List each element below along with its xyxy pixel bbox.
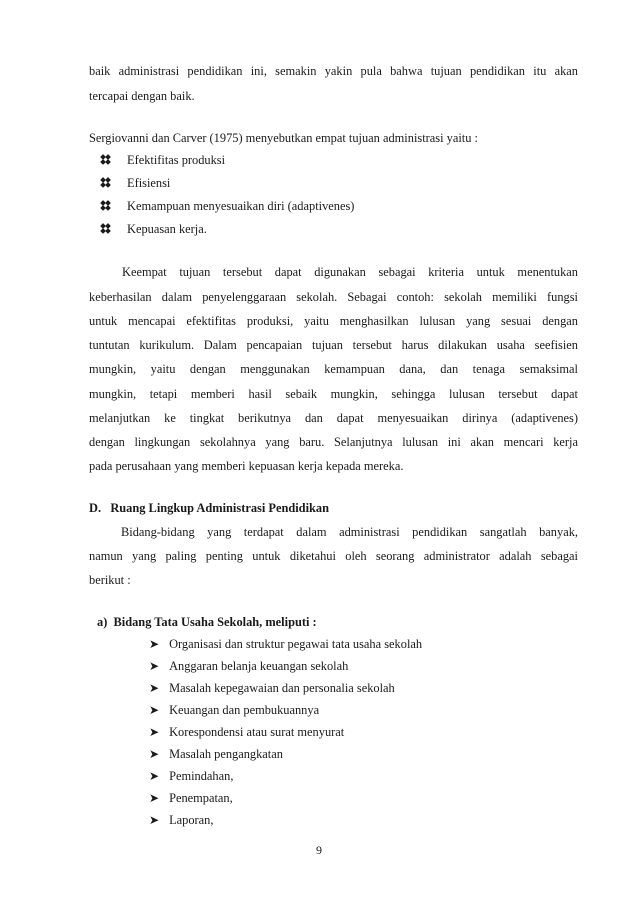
sub-a-item: [149, 659, 348, 674]
sub-a-item: [149, 769, 233, 784]
diamond-bullet-icon: [102, 155, 113, 166]
arrow-bullet-icon: ➤: [149, 791, 160, 805]
diamond-bullet-icon: [102, 201, 113, 212]
arrow-bullet-icon: ➤: [149, 637, 160, 651]
section-d-line: Bidang-bidang yang terdapat dalam administrasi pendidikan sangatlah banyak,: [121, 525, 578, 539]
diamond-bullet-icon: [102, 224, 113, 235]
paragraph-line: Keempat tujuan tersebut dapat digunakan sebagai kriteria untuk menentukan: [122, 265, 578, 279]
section-d-line: berikut :: [89, 573, 131, 587]
sub-a-item-label: Keuangan dan pembukuannya: [169, 703, 320, 717]
paragraph-line: mungkin, tetapi memberi hasil sebaik mungkin, sehingga lulusan tersebut dapat: [89, 387, 578, 401]
paragraph-line: pada perusahaan yang memberi kepuasan kerja kepada mereka.: [89, 459, 404, 473]
paragraph-line: mungkin, yaitu dengan menggunakan kemampuan dana, dan tenaga semaksimal: [89, 362, 578, 376]
arrow-bullet-icon: ➤: [149, 813, 160, 827]
paragraph-line: dengan lingkungan sekolahnya yang baru. Selanjutnya lulusan ini akan mencari kerja: [89, 435, 578, 449]
sub-a-item-label: Organisasi dan struktur pegawai tata usaha sekolah: [169, 637, 423, 651]
sub-a-item: [149, 725, 344, 740]
sub-a-item: [149, 637, 422, 652]
section-d-heading: D. Ruang Lingkup Administrasi Pendidikan: [89, 501, 329, 515]
sub-a-item: [149, 703, 319, 718]
sub-a-item: [149, 681, 395, 696]
paragraph-line: untuk mencapai efektifitas produksi, yaitu menghasilkan lulusan yang sesuai dengan: [89, 314, 578, 328]
goal-item: [102, 222, 207, 237]
paragraph-line: melanjutkan ke tingkat berikutnya dan dapat menyesuaikan dirinya (adaptivenes): [89, 411, 578, 425]
sub-a-heading: a) Bidang Tata Usaha Sekolah, meliputi :: [97, 615, 317, 629]
goals-lead: Sergiovanni dan Carver (1975) menyebutkan empat tujuan administrasi yaitu :: [89, 131, 478, 145]
goal-item: [102, 153, 225, 168]
arrow-bullet-icon: ➤: [149, 681, 160, 695]
page-number: 9: [316, 843, 322, 857]
sub-a-item: [149, 791, 233, 806]
arrow-bullet-icon: ➤: [149, 769, 160, 783]
sub-a-item: [149, 813, 213, 828]
intro-line-1: baik administrasi pendidikan ini, semakin yakin pula bahwa tujuan pendidikan itu akan: [89, 64, 578, 78]
goal-item-label: Kepuasan kerja.: [127, 222, 207, 236]
sub-a-item: [149, 747, 283, 762]
arrow-bullet-icon: ➤: [149, 703, 160, 717]
arrow-bullet-icon: ➤: [149, 659, 160, 673]
sub-a-item-label: Korespondensi atau surat menyurat: [169, 725, 345, 739]
sub-a-item-label: Penempatan,: [169, 791, 233, 805]
section-d-line: namun yang paling penting untuk diketahui oleh seorang administrator adalah sebagai: [89, 549, 578, 563]
sub-a-item-label: Pemindahan,: [169, 769, 234, 783]
paragraph-line: keberhasilan dalam penyelenggaraan sekolah. Sebagai contoh: sekolah memiliki fungsi: [89, 290, 578, 304]
arrow-bullet-icon: ➤: [149, 725, 160, 739]
goal-item: [102, 199, 354, 214]
goal-item-label: Efisiensi: [127, 176, 171, 190]
goal-item-label: Efektifitas produksi: [127, 153, 226, 167]
sub-a-item-label: Anggaran belanja keuangan sekolah: [169, 659, 349, 673]
intro-line-2: tercapai dengan baik.: [89, 89, 195, 103]
sub-a-item-label: Masalah kepegawaian dan personalia sekolah: [169, 681, 395, 695]
arrow-bullet-icon: ➤: [149, 747, 160, 761]
sub-a-item-label: Masalah pengangkatan: [169, 747, 283, 761]
goal-item: [102, 176, 170, 191]
sub-a-item-label: Laporan,: [169, 813, 214, 827]
diamond-bullet-icon: [102, 178, 113, 189]
goal-item-label: Kemampuan menyesuaikan diri (adaptivenes): [127, 199, 355, 213]
paragraph-line: tuntutan kurikulum. Dalam pencapaian tujuan tersebut harus dilakukan usaha seefisien: [89, 338, 578, 352]
